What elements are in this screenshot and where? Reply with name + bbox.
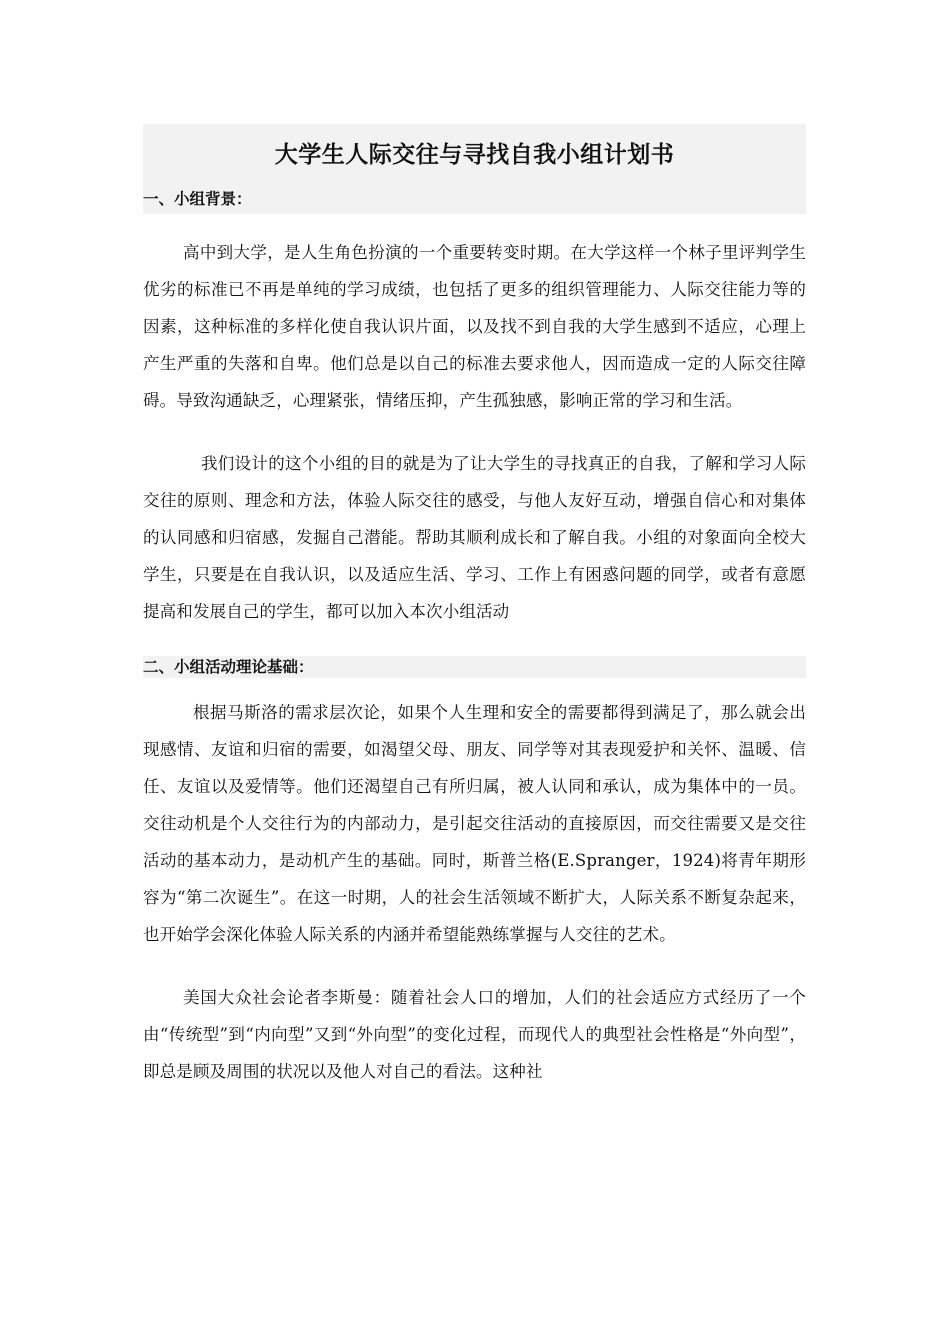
title-band [143, 124, 806, 214]
section-heading-theory: 二、小组活动理论基础： [143, 656, 806, 678]
section-heading-background: 一、小组背景： [143, 190, 252, 208]
paragraph-theory-1: 根据马斯洛的需求层次论，如果个人生理和安全的需要都得到满足了，那么就会出现感情、友谊和归宿的需要，如渴望父母、朋友、同学等对其表现爱护和关怀、温暖、信任、友谊以及爱情等。他们还渴望自己有所归属，被人认同和承认，成为集体中的一员。交往动机是个人交往行为的内部动力，是引起交往活动的直接原因，而交往需要又是交往活动的基本动力，是动机产生的基础。同时，斯普兰格(E.Spranger，1924)将青年期形容为“第二次诞生”。在这一时期，人的社会生活领域不断扩大，人际关系不断复杂起来，也开始学会深化体验人际关系的内涵并希望能熟练掌握与人交往的艺术。 [143, 703, 806, 944]
document-page [143, 124, 806, 1090]
paragraph-background-1: 高中到大学，是人生角色扮演的一个重要转变时期。在大学这样一个林子里评判学生优劣的标准已不再是单纯的学习成绩，也包括了更多的组织管理能力、人际交往能力等的因素，这种标准的多样化使自我认识片面，以及找不到自我的大学生感到不适应，心理上产生严重的失落和自卑。他们总是以自己的标准去要求他人，因而造成一定的人际交往障碍。导致沟通缺乏，心理紧张，情绪压抑，产生孤独感，影响正常的学习和生活。 [143, 243, 806, 410]
paragraph-background-2: 我们设计的这个小组的目的就是为了让大学生的寻找真正的自我，了解和学习人际交往的原则、理念和方法，体验人际交往的感受，与他人友好互动，增强自信心和对集体的认同感和归宿感，发掘自己潜能。帮助其顺利成长和了解自我。小组的对象面向全校大学生，只要是在自我认识，以及适应生活、学习、工作上有困惑问题的同学，或者有意愿提高和发展自己的学生，都可以加入本次小组活动 [143, 454, 806, 621]
document-title: 大学生人际交往与寻找自我小组计划书 [274, 142, 675, 168]
paragraph-theory-2: 美国大众社会论者李斯曼：随着社会人口的增加，人们的社会适应方式经历了一个由“传统型”到“内向型”又到“外向型”的变化过程，而现代人的典型社会性格是“外向型”，即总是顾及周围的状况以及他人对自己的看法。这种社 [143, 988, 806, 1081]
